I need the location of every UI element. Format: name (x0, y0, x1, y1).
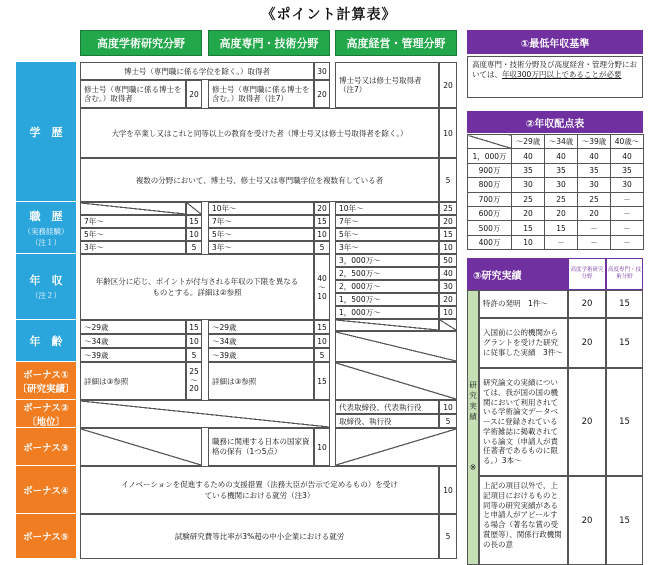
research-col-a: 高度学術研究分野 (568, 258, 606, 290)
bonus2-c1-text: 代表取締役、代表執行役 (335, 400, 439, 414)
salary-row-label: 1，000万 (468, 149, 512, 163)
salary-cell: 20 (512, 206, 545, 220)
edu-master-b-pt: 20 (314, 80, 330, 108)
salary-cell: － (545, 235, 578, 249)
salary-table (467, 134, 644, 250)
salary-row (468, 221, 644, 235)
research-row-pt-b: 15 (606, 476, 643, 565)
income-ab-pt-bot: 10 (317, 291, 327, 301)
income-c-label: 1，500万～ (335, 293, 439, 306)
category-income (16, 254, 76, 320)
category-age (16, 320, 76, 362)
category-income-label: 年 収 (29, 274, 63, 287)
bonus3-a-blank (80, 428, 202, 466)
salary-cell: 40 (578, 149, 611, 163)
income-ab-pt (314, 254, 330, 320)
category-education (16, 62, 76, 202)
salary-cell: 35 (545, 163, 578, 177)
salary-cell: 30 (545, 178, 578, 192)
bonus3-b-pt: 10 (314, 428, 330, 466)
salary-cell: 35 (578, 163, 611, 177)
age-b-pt: 5 (314, 348, 330, 362)
salary-cell: － (578, 221, 611, 235)
salary-cell: 20 (545, 206, 578, 220)
research-side (467, 290, 479, 565)
category-age-label: 年 齢 (29, 334, 63, 348)
bonus2-c1-pt: 10 (439, 400, 457, 414)
exp-a-pt: 10 (186, 228, 202, 241)
exp-c-pt: 20 (439, 215, 457, 228)
min-income-box (467, 56, 643, 98)
salary-cell: 10 (512, 235, 545, 249)
age-b-label: ～34歳 (208, 334, 314, 348)
salary-row-label: 700万 (468, 192, 512, 206)
salary-row (468, 192, 644, 206)
category-bonus4 (16, 466, 76, 514)
age-c-blank (335, 331, 457, 362)
bonus1-b-text: 詳細は③参照 (208, 362, 314, 400)
exp-b-pt: 10 (314, 228, 330, 241)
edu-bachelor-text: 大学を卒業し又はこれと同等以上の教育を受けた者（博士号又は修士号取得者を除く。） (80, 108, 439, 158)
income-c-label: 2，000万～ (335, 280, 439, 293)
bonus1-c-blank (335, 362, 457, 400)
salary-cell: 25 (578, 192, 611, 206)
income-ab-text: 年齢区分に応じ、ポイントが付与される年収の下限を異なるものとする。詳細は②参照 (80, 254, 314, 320)
research-row-pt-b: 15 (606, 290, 643, 318)
age-a-pt: 15 (186, 320, 202, 334)
salary-row (468, 149, 644, 163)
salary-corner (468, 135, 512, 149)
min-income-title: ①最低年収基準 (467, 30, 643, 54)
salary-cell: － (611, 235, 644, 249)
header-academic: 高度学術研究分野 (80, 30, 202, 56)
category-bonus5-label: ボーナス⑤ (23, 532, 69, 543)
page-title: 《ポイント計算表》 (261, 7, 397, 23)
salary-row-label: 800万 (468, 178, 512, 192)
exp-b-pt: 20 (314, 202, 330, 215)
research-row-pt-a: 20 (568, 318, 606, 368)
research-title: ③研究実績 (467, 258, 568, 290)
salary-cell: － (578, 235, 611, 249)
research-row-pt-a: 20 (568, 368, 606, 476)
exp-c-pt: 15 (439, 228, 457, 241)
edu-mgmt-pt: 20 (439, 62, 457, 108)
salary-header-row (468, 135, 644, 149)
category-experience (16, 202, 76, 254)
research-row-text: 上記の項目以外で、上記項目におけるものと同等の研究実績があると申請人がアピールする場合（著名な賞の受賞歴等）、関係行政機関の長の意 (479, 476, 568, 565)
age-b-pt: 15 (314, 320, 330, 334)
salary-col-header: ～39歳 (578, 135, 611, 149)
salary-col-header: ～34歳 (545, 135, 578, 149)
bonus1-a-pt-top: 25 (189, 367, 199, 377)
min-income-text1: 高度専門・技術分野及び高度経営・管理分野においては、 (472, 60, 637, 80)
research-note-mark: ※ (469, 463, 477, 472)
exp-a-label: 3年～ (80, 241, 186, 254)
income-c-label: 2，500万～ (335, 267, 439, 280)
edu-doctor-text: 博士号（専門職に係る学位を除く。）取得者 (80, 62, 314, 80)
income-c-pt: 20 (439, 293, 457, 306)
income-c-pt: 40 (439, 267, 457, 280)
category-bonus1-sub: 〔研究実績〕 (17, 383, 75, 395)
research-side-label: 研究実績 (468, 381, 478, 423)
bonus5-pt: 5 (439, 514, 457, 559)
category-bonus1 (16, 362, 76, 400)
salary-row-label: 500万 (468, 221, 512, 235)
bonus2-c2-text: 取締役、執行役 (335, 414, 439, 428)
salary-cell: － (611, 206, 644, 220)
category-experience-sub1: （実務経験） (23, 226, 69, 236)
bonus2-ab-blank (80, 400, 330, 428)
salary-cell: 40 (512, 149, 545, 163)
salary-cell: 40 (611, 149, 644, 163)
exp-a-blank (80, 202, 186, 215)
exp-c-pt: 10 (439, 241, 457, 254)
bonus1-b-pt: 15 (314, 362, 330, 400)
research-col-b: 高度専門・技術分野 (606, 258, 643, 290)
edu-master-a-text: 修士号（専門職に係る博士を含む。）取得者 (80, 80, 186, 108)
edu-master-a-pt: 20 (186, 80, 202, 108)
salary-cell: 25 (545, 192, 578, 206)
edu-mgmt-text: 博士号又は修士号取得者（注7） (335, 62, 439, 108)
exp-a-pt: 5 (186, 241, 202, 254)
exp-a-pt: 15 (186, 215, 202, 228)
header-management: 高度経営・管理分野 (335, 30, 457, 56)
research-row-pt-a: 20 (568, 476, 606, 565)
bonus4-text: イノベーションを促進するための支援措置（法務大臣が告示で定めるもの）を受けている機関における就労（注3） (80, 466, 439, 514)
research-row-text: 入国前に公的機関からグラントを受けた研究に従事した実績 3件～ (479, 318, 568, 368)
edu-master-b-text: 修士号（専門職に係る博士を含む。）取得者（注7） (208, 80, 314, 108)
salary-cell: 15 (512, 221, 545, 235)
exp-a-label: 7年～ (80, 215, 186, 228)
age-a-label: ～39歳 (80, 348, 186, 362)
category-bonus5 (16, 514, 76, 559)
salary-table-title: ②年収配点表 (467, 111, 643, 133)
income-c-label: 1，000万～ (335, 306, 439, 319)
salary-col-header: 40歳～ (611, 135, 644, 149)
salary-cell: － (611, 221, 644, 235)
category-bonus1-label: ボーナス① (23, 369, 69, 381)
exp-a-blank-pt (186, 202, 202, 215)
exp-c-label: 7年～ (335, 215, 439, 228)
salary-cell: 35 (512, 163, 545, 177)
edu-bachelor-pt: 10 (439, 108, 457, 158)
bonus1-a-pt-bot: 20 (189, 384, 199, 394)
category-bonus2-sub: 〔地位〕 (26, 416, 65, 428)
category-income-sub: （注２） (31, 291, 61, 300)
income-c-blank (335, 319, 439, 331)
category-bonus3 (16, 428, 76, 466)
exp-b-label: 7年～ (208, 215, 314, 228)
bonus1-a-pt (186, 362, 202, 400)
income-ab-pt-top: 40 (317, 273, 327, 283)
exp-b-label: 3年～ (208, 241, 314, 254)
salary-cell: 25 (512, 192, 545, 206)
salary-row (468, 163, 644, 177)
age-a-label: ～34歳 (80, 334, 186, 348)
exp-b-label: 10年～ (208, 202, 314, 215)
category-bonus4-label: ボーナス④ (23, 485, 69, 497)
exp-c-label: 10年～ (335, 202, 439, 215)
income-c-pt: 30 (439, 280, 457, 293)
bonus3-c-blank (335, 428, 457, 466)
research-row-text: 研究論文の実績については、我が国の国の機関において利用されている学術論文データベースに登録されている学術雑誌に掲載されている論文（申請人が責任著者であるものに限る。）3本～ (479, 368, 568, 476)
salary-row-label: 600万 (468, 206, 512, 220)
category-experience-label: 職 歴 (29, 209, 63, 223)
category-bonus3-label: ボーナス③ (23, 442, 69, 454)
salary-row-label: 900万 (468, 163, 512, 177)
age-a-label: ～29歳 (80, 320, 186, 334)
bonus1-a-pt-mid: ～ (190, 375, 198, 385)
salary-cell: 15 (545, 221, 578, 235)
exp-b-label: 5年～ (208, 228, 314, 241)
salary-cell: 30 (611, 178, 644, 192)
research-row-pt-b: 15 (606, 318, 643, 368)
bonus1-a-text: 詳細は③参照 (80, 362, 186, 400)
exp-b-pt: 5 (314, 241, 330, 254)
age-b-label: ～29歳 (208, 320, 314, 334)
salary-cell: 40 (545, 149, 578, 163)
bonus4-pt: 10 (439, 466, 457, 514)
salary-cell: 30 (512, 178, 545, 192)
salary-row (468, 206, 644, 220)
income-c-pt: 50 (439, 254, 457, 267)
category-experience-sub2: （注１） (31, 237, 61, 247)
edu-doctor-pt: 30 (314, 62, 330, 80)
salary-col-header: ～29歳 (512, 135, 545, 149)
research-row-pt-a: 20 (568, 290, 606, 318)
exp-b-pt: 15 (314, 215, 330, 228)
age-a-pt: 10 (186, 334, 202, 348)
salary-row (468, 235, 644, 249)
edu-multiple-text: 複数の分野において、博士号、修士号又は専門職学位を複数有している者 (80, 158, 439, 202)
category-bonus2 (16, 400, 76, 428)
income-c-pt: 10 (439, 306, 457, 319)
research-row-pt-b: 15 (606, 368, 643, 476)
exp-c-pt: 25 (439, 202, 457, 215)
income-ab-pt-mid: ～ (318, 282, 326, 292)
age-b-pt: 10 (314, 334, 330, 348)
edu-multiple-pt: 5 (439, 158, 457, 202)
age-a-pt: 5 (186, 348, 202, 362)
salary-cell: 35 (611, 163, 644, 177)
bonus3-b-text: 職務に関連する日本の国家資格の保有（1つ5点） (208, 428, 314, 466)
income-c-blank-pt (439, 319, 457, 331)
research-row-text: 特許の発明 1件～ (479, 290, 568, 318)
salary-cell: 20 (578, 206, 611, 220)
bonus2-c2-pt: 5 (439, 414, 457, 428)
bonus5-text: 試験研究費等比率が3%超の中小企業における就労 (80, 514, 439, 559)
exp-c-label: 5年～ (335, 228, 439, 241)
salary-cell: 30 (578, 178, 611, 192)
category-bonus2-label: ボーナス② (23, 402, 69, 414)
header-technical: 高度専門・技術分野 (208, 30, 330, 56)
salary-row-label: 400万 (468, 235, 512, 249)
exp-a-label: 5年～ (80, 228, 186, 241)
salary-row (468, 178, 644, 192)
category-education-label: 学 歴 (29, 125, 63, 139)
age-b-label: ～39歳 (208, 348, 314, 362)
min-income-text2: 年収300万円以上であることが必要 (502, 70, 622, 80)
income-c-label: 3，000万～ (335, 254, 439, 267)
salary-cell: － (611, 192, 644, 206)
exp-c-label: 3年～ (335, 241, 439, 254)
